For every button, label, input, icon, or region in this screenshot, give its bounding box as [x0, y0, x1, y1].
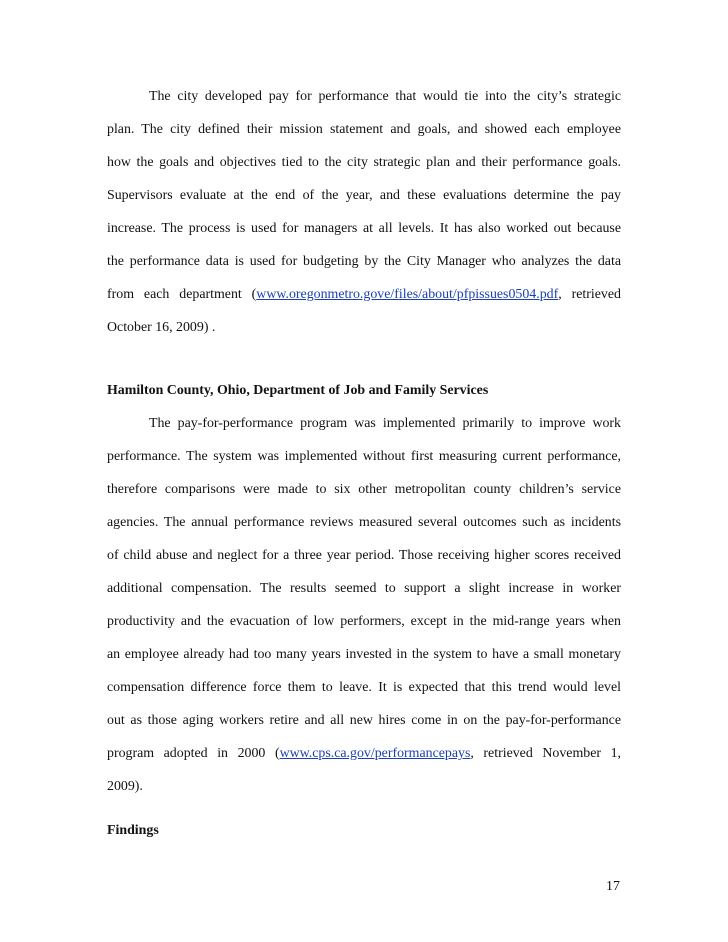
paragraph-2-line-11-post: , retrieved November 1,: [470, 746, 621, 761]
paragraph-2-line-3: therefore comparisons were made to six other metropolitan county children’s service: [107, 482, 621, 497]
paragraph-1-line-5: increase. The process is used for managers at all levels. It has also worked out because: [107, 221, 621, 236]
paragraph-1-line-3: how the goals and objectives tied to the city strategic plan and their performance goals.: [107, 155, 621, 170]
paragraph-1-line-1: The city developed pay for performance that would tie into the city’s strategic: [149, 89, 621, 104]
oregonmetro-link[interactable]: www.oregonmetro.gove/files/about/pfpissues0504.pdf: [256, 287, 559, 302]
paragraph-2-line-5: of child abuse and neglect for a three year period. Those receiving higher scores received: [107, 548, 621, 563]
paragraph-2-line-8: an employee already had too many years invested in the system to have a small monetary: [107, 647, 621, 662]
paragraph-2-line-12: 2009).: [107, 779, 143, 794]
paragraph-1-line-6: the performance data is used for budgeting by the City Manager who analyzes the data: [107, 254, 621, 269]
paragraph-2-line-1: The pay-for-performance program was implemented primarily to improve work: [149, 416, 621, 431]
paragraph-1-line-8: October 16, 2009) .: [107, 320, 216, 335]
paragraph-2-line-7: productivity and the evacuation of low performers, except in the mid-range years when: [107, 614, 621, 629]
section-heading-hamilton-county: Hamilton County, Ohio, Department of Job and Family Services: [107, 383, 489, 398]
cps-performancepays-link[interactable]: www.cps.ca.gov/performancepays: [279, 746, 471, 761]
paragraph-1-line-2: plan. The city defined their mission statement and goals, and showed each employee: [107, 122, 621, 137]
paragraph-2-line-6: additional compensation. The results seemed to support a slight increase in worker: [107, 581, 621, 596]
paragraph-1-line-7-pre: from each department (: [107, 287, 257, 302]
paragraph-2-line-11-pre: program adopted in 2000 (: [107, 746, 280, 761]
paragraph-1-line-4: Supervisors evaluate at the end of the year, and these evaluations determine the pay: [107, 188, 621, 203]
paragraph-2-line-2: performance. The system was implemented without first measuring current performance,: [107, 449, 621, 464]
paragraph-1-line-7-post: , retrieved: [558, 287, 621, 302]
paragraph-2-line-4: agencies. The annual performance reviews measured several outcomes such as incidents: [107, 515, 621, 530]
paragraph-2-line-10: out as those aging workers retire and all new hires come in on the pay-for-performance: [107, 713, 621, 728]
section-heading-findings: Findings: [107, 823, 159, 838]
paragraph-2-line-9: compensation difference force them to leave. It is expected that this trend would level: [107, 680, 621, 695]
paragraph-2-line-11: [107, 745, 621, 763]
page-number: 17: [606, 879, 620, 894]
paragraph-1-line-7: [107, 286, 621, 304]
